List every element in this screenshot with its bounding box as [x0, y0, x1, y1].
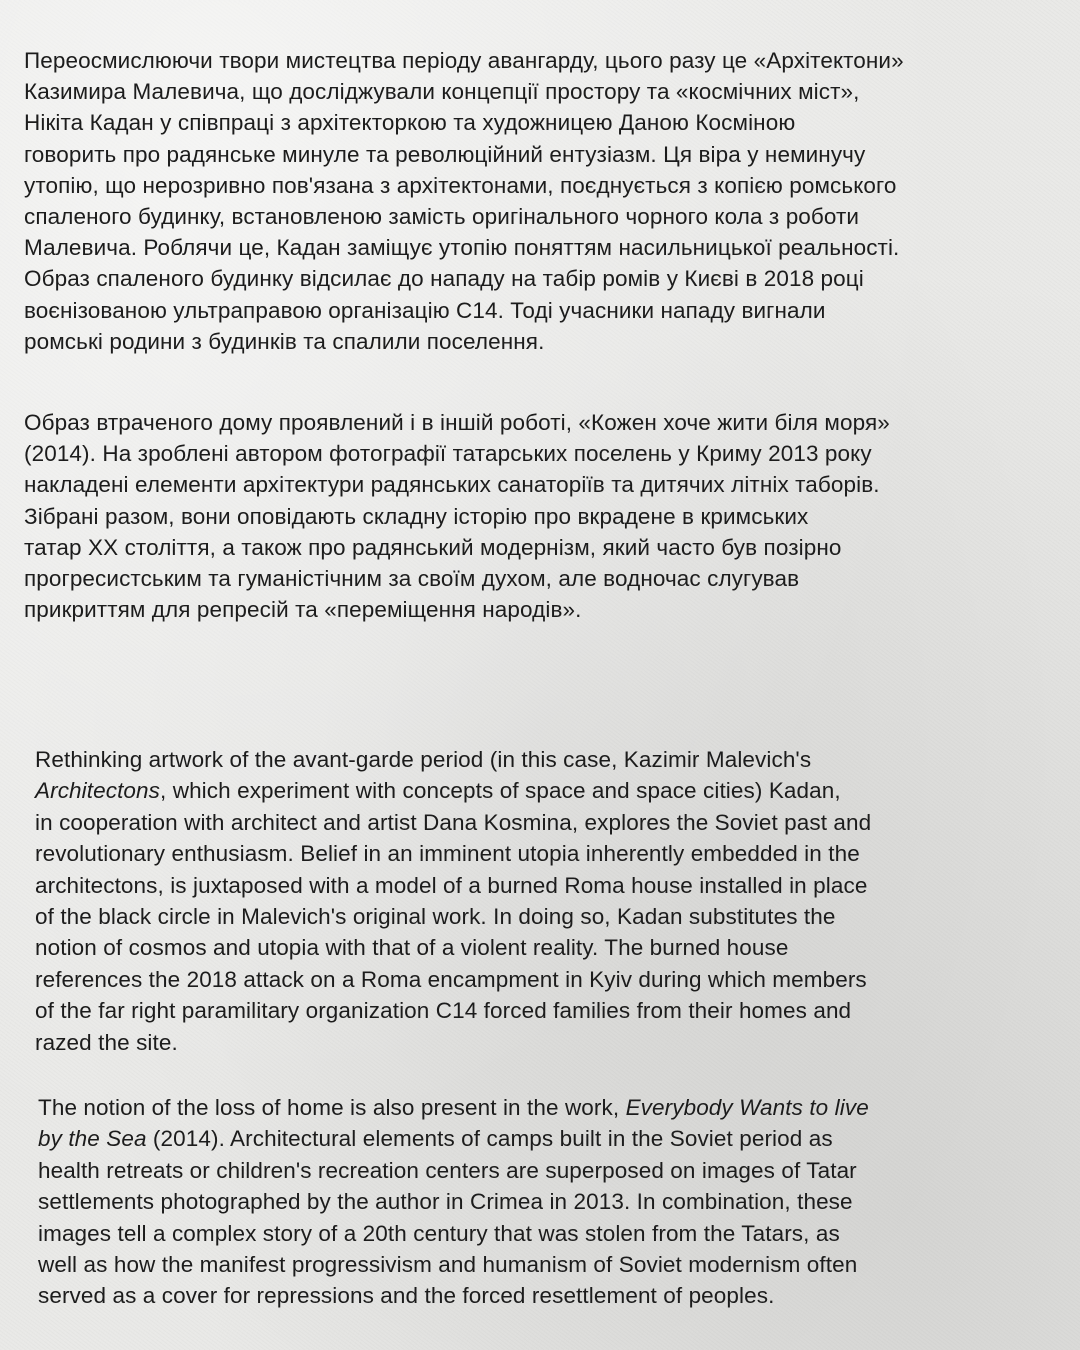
artwork-title-by-the-sea: by the Sea	[38, 1126, 147, 1152]
text-line: settlements photographed by the author in Crimea in 2013. In combination, these	[38, 1189, 853, 1215]
text-span: (2014). Architectural elements of camps built in the Soviet period as	[146, 1126, 833, 1152]
text-line: Малевича. Роблячи це, Кадан заміщує утопію поняттям насильницької реальності.	[24, 235, 900, 261]
text-line: of the far right paramilitary organization C14 forced families from their homes and	[35, 998, 852, 1024]
ukrainian-paragraph-2	[24, 407, 890, 625]
text-line: images tell a complex story of a 20th century that was stolen from the Tatars, as	[38, 1220, 840, 1246]
text-line	[35, 775, 871, 806]
artwork-title-architectons: Architectons	[35, 778, 161, 804]
text-line: Нікіта Кадан у співпраці з архітекторкою та художницею Даною Косміною	[24, 110, 796, 136]
ukrainian-paragraph-1	[24, 45, 904, 357]
text-line	[38, 1092, 869, 1123]
text-line: накладені елементи архітектури радянських санаторіїв та дитячих літніх таборів.	[24, 472, 880, 498]
text-line: of the black circle in Malevich's original work. In doing so, Kadan substitutes the	[35, 904, 836, 930]
english-paragraph-2	[38, 1092, 869, 1312]
text-line: утопію, що нерозривно пов'язана з архітектонами, поєднується з копією ромського	[24, 172, 897, 198]
text-line: Образ спаленого будинку відсилає до нападу на табір ромів у Києві в 2018 році	[24, 266, 864, 292]
text-line: говорить про радянське минуле та революційний ентузіазм. Ця віра у неминучу	[24, 141, 866, 167]
text-line	[38, 1123, 869, 1154]
text-line: notion of cosmos and utopia with that of a violent reality. The burned house	[35, 935, 789, 961]
text-line: well as how the manifest progressivism and humanism of Soviet modernism often	[38, 1252, 858, 1278]
text-span: The notion of the loss of home is also present in the work,	[38, 1095, 626, 1120]
text-line: served as a cover for repressions and the forced resettlement of peoples.	[38, 1283, 775, 1309]
text-line: health retreats or children's recreation centers are superposed on images of Tatar	[38, 1157, 857, 1183]
artwork-title-everybody-wants: Everybody Wants to live	[625, 1095, 869, 1120]
text-line: Rethinking artwork of the avant-garde period (in this case, Kazimir Malevich's	[35, 747, 812, 772]
text-line: татар XX століття, а також про радянський модернізм, який часто був позірно	[24, 534, 842, 560]
text-line: ромські родини з будинків та спалили поселення.	[24, 328, 545, 354]
text-line: in cooperation with architect and artist Dana Kosmina, explores the Soviet past and	[35, 809, 872, 835]
text-line: (2014). На зроблені автором фотографії татарських поселень у Криму 2013 року	[24, 441, 872, 467]
text-line: спаленого будинку, встановленою замість оригінального чорного кола з роботи	[24, 204, 860, 230]
text-line: architectons, is juxtaposed with a model of a burned Roma house installed in place	[35, 872, 868, 898]
text-line: Образ втраченого дому проявлений і в іншій роботі, «Кожен хоче жити біля моря»	[24, 410, 890, 435]
text-span: , which experiment with concepts of space and space cities) Kadan,	[160, 778, 841, 804]
text-line: Зібрані разом, вони оповідають складну історію про вкрадене в кримських	[24, 503, 809, 529]
text-line: razed the site.	[35, 1029, 178, 1055]
english-paragraph-1	[35, 744, 871, 1058]
text-line: references the 2018 attack on a Roma encampment in Kyiv during which members	[35, 966, 867, 992]
text-line: прикриттям для репресій та «переміщення народів».	[24, 597, 582, 623]
text-line: Переосмислюючи твори мистецтва періоду авангарду, цього разу це «Архітектони»	[24, 48, 904, 73]
text-line: Казимира Малевича, що досліджували концепції простору та «космічних міст»,	[24, 79, 860, 105]
text-line: воєнізованою ультраправою організацію С14. Тоді учасники нападу вигнали	[24, 297, 826, 323]
text-line: revolutionary enthusiasm. Belief in an imminent utopia inherently embedded in the	[35, 841, 860, 867]
text-line: прогресистським та гуманістічним за своїм духом, але водночас слугував	[24, 566, 800, 592]
